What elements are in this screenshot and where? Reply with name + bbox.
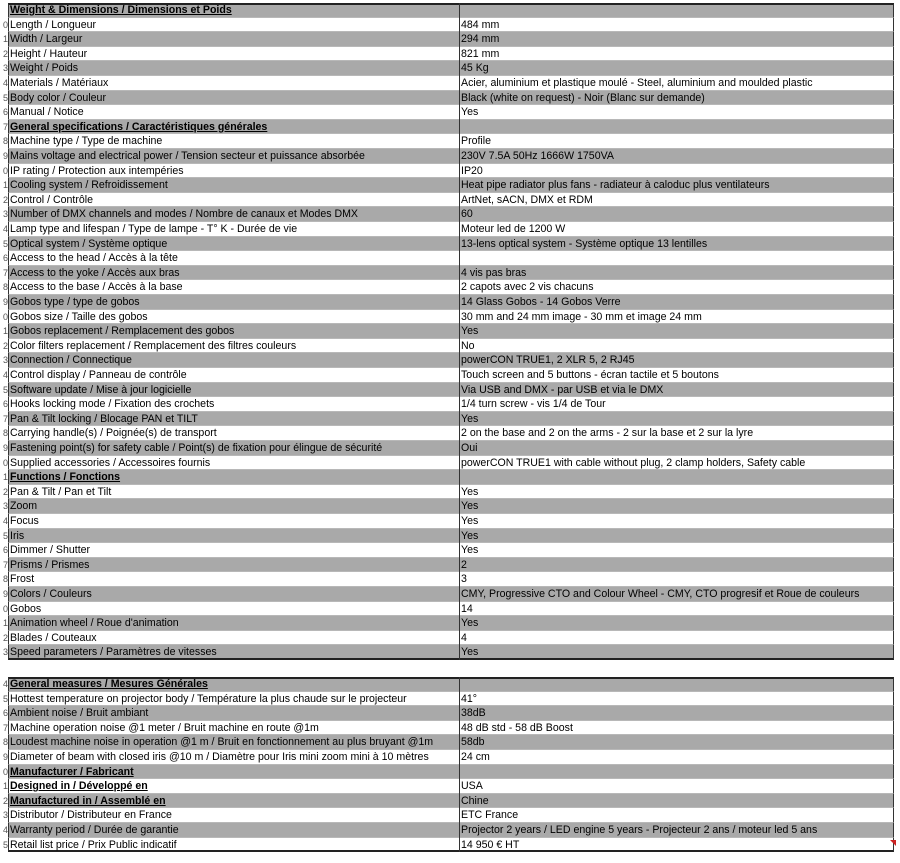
value-cell[interactable]: 38dB xyxy=(461,707,486,720)
value-cell[interactable]: 41° xyxy=(461,692,478,705)
row-number: 3 xyxy=(2,63,8,74)
column-divider xyxy=(459,677,460,692)
table-row xyxy=(0,456,900,471)
table-row xyxy=(0,441,900,456)
value-cell[interactable]: Moteur led de 1200 W xyxy=(461,223,566,235)
label-cell[interactable]: Machine type / Type de machine xyxy=(10,135,163,148)
row-number: 7 xyxy=(2,413,8,424)
section-header-row xyxy=(0,120,900,135)
section-title-cell[interactable]: General measures / Mesures Générales xyxy=(10,678,208,690)
row-number: 5 xyxy=(2,384,8,395)
value-cell[interactable]: 2 capots avec 2 vis chacuns xyxy=(461,281,594,294)
row-number: 1 xyxy=(2,326,8,337)
table-row xyxy=(0,602,900,617)
section-title-cell[interactable]: Designed in / Développé en xyxy=(10,780,148,793)
label-cell[interactable]: Iris xyxy=(10,529,25,542)
table-row xyxy=(0,412,900,427)
value-cell[interactable]: 14 xyxy=(461,602,473,615)
label-cell[interactable]: Optical system / Système optique xyxy=(10,237,168,250)
row-number: 2 xyxy=(2,48,8,59)
column-divider xyxy=(459,441,460,456)
table-row xyxy=(0,134,900,149)
row-number: 9 xyxy=(2,752,8,762)
label-cell[interactable]: Control display / Panneau de contrôle xyxy=(10,369,187,381)
column-divider xyxy=(459,779,460,794)
label-cell[interactable]: Pan & Tilt / Pan et Tilt xyxy=(10,485,112,498)
table-row xyxy=(0,823,900,838)
column-divider xyxy=(459,426,460,441)
column-divider xyxy=(459,18,460,33)
column-divider xyxy=(459,645,460,660)
table-row xyxy=(0,193,900,208)
row-number: 5 xyxy=(2,530,8,541)
value-cell[interactable]: 2 on the base and 2 on the arms - 2 sur la base et 2 sur la lyre xyxy=(461,427,754,440)
row-number: 8 xyxy=(2,574,8,585)
section-header-row xyxy=(0,3,900,18)
row-number: 6 xyxy=(2,399,8,410)
label-cell[interactable]: Supplied accessories / Accessoires fournis xyxy=(10,456,211,469)
column-divider xyxy=(459,91,460,106)
column-divider xyxy=(459,794,460,809)
value-cell[interactable]: Chine xyxy=(461,794,489,807)
label-cell[interactable]: Frost xyxy=(10,573,35,586)
value-cell[interactable]: powerCON TRUE1, 2 XLR 5, 2 RJ45 xyxy=(461,354,635,367)
row-number: 4 xyxy=(2,825,8,835)
table-row xyxy=(0,838,900,853)
value-cell[interactable]: ArtNet, sACN, DMX et RDM xyxy=(461,193,593,206)
table-row xyxy=(0,558,900,573)
label-cell[interactable]: Gobos size / Taille des gobos xyxy=(10,310,148,323)
row-number: 9 xyxy=(2,297,8,307)
label-cell[interactable]: Control / Contrôle xyxy=(10,193,94,206)
column-divider xyxy=(459,514,460,529)
table-row xyxy=(0,426,900,441)
row-number: 4 xyxy=(2,516,8,526)
row-number: 8 xyxy=(2,737,8,748)
row-number: 1 xyxy=(2,180,8,191)
value-cell[interactable]: Acier, aluminium et plastique moulé - Steel, aluminium and moulded plastic xyxy=(461,77,813,89)
value-cell[interactable] xyxy=(461,251,893,266)
value-cell[interactable]: No xyxy=(461,339,475,352)
table-row xyxy=(0,692,900,707)
table-row xyxy=(0,91,900,106)
label-cell[interactable]: Access to the base / Accès à la base xyxy=(10,281,183,294)
value-cell[interactable]: 13-lens optical system - Système optique 13 lentilles xyxy=(461,237,708,250)
label-cell[interactable]: Prisms / Prismes xyxy=(10,558,90,571)
row-number: 3 xyxy=(2,209,8,220)
table-row xyxy=(0,808,900,823)
row-number: 3 xyxy=(2,355,8,366)
label-cell[interactable]: IP rating / Protection aux intempéries xyxy=(10,164,184,177)
label-cell[interactable]: Retail list price / Prix Public indicatif xyxy=(10,838,177,851)
column-divider xyxy=(459,838,460,853)
value-cell[interactable]: Heat pipe radiator plus fans - radiateur à caloduc plus ventilateurs xyxy=(461,179,770,192)
column-divider xyxy=(459,193,460,208)
label-cell[interactable]: Animation wheel / Roue d'animation xyxy=(10,617,179,630)
value-cell[interactable]: Via USB and DMX - par USB et via le DMX xyxy=(461,383,664,396)
value-cell[interactable]: 821 mm xyxy=(461,47,500,60)
value-cell[interactable]: 4 vis pas bras xyxy=(461,266,527,279)
column-divider xyxy=(459,237,460,252)
label-cell[interactable]: Ambient noise / Bruit ambiant xyxy=(10,707,149,720)
row-number: 0 xyxy=(2,311,8,322)
value-cell[interactable]: 60 xyxy=(461,208,473,221)
table-row xyxy=(0,616,900,631)
column-divider xyxy=(459,558,460,573)
row-number: 0 xyxy=(2,766,8,777)
section-header-row xyxy=(0,779,900,794)
value-cell[interactable]: Yes xyxy=(461,412,479,425)
table-row xyxy=(0,207,900,222)
label-cell[interactable]: Machine operation noise @1 meter / Bruit machine en route @1m xyxy=(10,721,319,734)
value-cell[interactable]: Yes xyxy=(461,106,479,119)
row-number: 1 xyxy=(2,618,8,629)
value-cell[interactable] xyxy=(461,3,893,18)
table-row xyxy=(0,280,900,295)
column-divider xyxy=(459,543,460,558)
value-cell[interactable]: 484 mm xyxy=(461,18,500,31)
table-row xyxy=(0,645,900,660)
label-cell[interactable]: Software update / Mise à jour logicielle xyxy=(10,383,192,396)
label-cell[interactable]: Weight / Poids xyxy=(10,62,79,75)
column-divider xyxy=(459,3,460,18)
row-number: 5 xyxy=(2,92,8,103)
section-header-row xyxy=(0,470,900,485)
section-header-row xyxy=(0,794,900,809)
table-row xyxy=(0,237,900,252)
column-divider xyxy=(459,383,460,398)
column-divider xyxy=(459,266,460,281)
label-cell[interactable]: Dimmer / Shutter xyxy=(10,544,91,557)
row-number: 0 xyxy=(2,19,8,30)
table-row xyxy=(0,339,900,354)
column-divider xyxy=(459,602,460,617)
column-divider xyxy=(459,47,460,62)
column-divider xyxy=(459,456,460,471)
value-cell[interactable] xyxy=(461,470,893,485)
row-number: 0 xyxy=(2,457,8,468)
column-divider xyxy=(459,485,460,500)
value-cell[interactable]: Touch screen and 5 buttons - écran tactile et 5 boutons xyxy=(461,369,719,381)
label-cell[interactable]: Number of DMX channels and modes / Nombre de canaux et Modes DMX xyxy=(10,208,358,221)
column-divider xyxy=(459,721,460,736)
column-divider xyxy=(459,178,460,193)
label-cell[interactable]: Loudest machine noise in operation @1 m / Bruit en fonctionnement au plus bruyant @1m xyxy=(10,736,434,749)
table-row xyxy=(0,76,900,91)
row-number: 0 xyxy=(2,165,8,176)
column-divider xyxy=(459,808,460,823)
label-cell[interactable]: Height / Hauteur xyxy=(10,47,88,60)
row-number: 9 xyxy=(2,443,8,453)
value-cell[interactable]: 4 xyxy=(461,631,467,644)
label-cell[interactable]: Focus xyxy=(10,515,39,527)
label-cell[interactable]: Gobos xyxy=(10,602,42,615)
section-title-cell[interactable]: Manufactured in / Assemblé en xyxy=(10,794,166,807)
row-number: 4 xyxy=(2,224,8,234)
value-cell[interactable]: Yes xyxy=(461,544,479,557)
column-divider xyxy=(459,353,460,368)
label-cell[interactable]: Color filters replacement / Remplacement des filtres couleurs xyxy=(10,339,297,352)
label-cell[interactable]: Fastening point(s) for safety cable / Point(s) de fixation pour élingue de sécurité xyxy=(10,442,383,454)
row-number: 8 xyxy=(2,428,8,439)
row-number: 0 xyxy=(2,603,8,614)
section-header-row xyxy=(0,765,900,780)
value-cell[interactable]: 2 xyxy=(461,558,467,571)
section-title-cell[interactable]: General specifications / Caractéristiques générales xyxy=(10,120,268,133)
label-cell[interactable]: Body color / Couleur xyxy=(10,91,106,104)
row-number: 7 xyxy=(2,559,8,570)
column-divider xyxy=(459,324,460,339)
value-cell[interactable]: ETC France xyxy=(461,809,519,822)
table-row xyxy=(0,735,900,750)
column-divider xyxy=(459,251,460,266)
column-divider xyxy=(459,706,460,721)
column-divider xyxy=(459,280,460,295)
table-row xyxy=(0,721,900,736)
label-cell[interactable]: Cooling system / Refroidissement xyxy=(10,179,168,192)
row-number: 6 xyxy=(2,107,8,118)
table-row xyxy=(0,105,900,120)
table-row xyxy=(0,178,900,193)
value-cell[interactable]: 58db xyxy=(461,736,485,749)
column-divider xyxy=(459,207,460,222)
label-cell[interactable]: Distributor / Distributeur en France xyxy=(10,809,172,822)
table-row xyxy=(0,310,900,325)
value-cell[interactable]: 48 dB std - 58 dB Boost xyxy=(461,721,573,734)
table-row xyxy=(0,324,900,339)
value-cell[interactable]: Projector 2 years / LED engine 5 years - Projecteur 2 ans / moteur led 5 ans xyxy=(461,824,818,836)
row-number: 2 xyxy=(2,486,8,497)
label-cell[interactable]: Manual / Notice xyxy=(10,106,84,119)
row-number: 4 xyxy=(2,679,8,689)
value-cell[interactable]: 230V 7.5A 50Hz 1666W 1750VA xyxy=(461,150,614,162)
label-cell[interactable]: Connection / Connectique xyxy=(10,354,132,367)
table-row xyxy=(0,61,900,76)
row-number: 1 xyxy=(2,472,8,483)
table-row xyxy=(0,222,900,237)
value-cell[interactable]: IP20 xyxy=(461,164,483,177)
column-divider xyxy=(459,616,460,631)
table-row xyxy=(0,587,900,602)
column-divider xyxy=(459,499,460,514)
column-divider xyxy=(459,32,460,47)
column-divider xyxy=(459,765,460,780)
table-row xyxy=(0,706,900,721)
value-cell[interactable]: 3 xyxy=(461,573,467,586)
row-number: 7 xyxy=(2,722,8,733)
label-cell[interactable]: Access to the head / Accès à la tête xyxy=(10,252,178,265)
section-title-cell[interactable]: Weight & Dimensions / Dimensions et Poids xyxy=(10,4,232,16)
row-number: 3 xyxy=(2,501,8,512)
row-number: 6 xyxy=(2,708,8,719)
table-row xyxy=(0,251,900,266)
column-divider xyxy=(459,587,460,602)
row-number: 1 xyxy=(2,34,8,45)
value-cell[interactable]: 1/4 turn screw - vis 1/4 de Tour xyxy=(461,398,606,411)
value-cell[interactable]: powerCON TRUE1 with cable without plug, 2 clamp holders, Safety cable xyxy=(461,456,806,469)
value-cell[interactable]: 294 mm xyxy=(461,33,500,46)
table-row xyxy=(0,266,900,281)
column-divider xyxy=(459,105,460,120)
label-cell[interactable]: Hooks locking mode / Fixation des crochets xyxy=(10,398,215,411)
column-divider xyxy=(459,572,460,587)
value-cell[interactable]: Profile xyxy=(461,135,492,148)
value-cell[interactable]: Yes xyxy=(461,529,479,542)
column-divider xyxy=(459,412,460,427)
label-cell[interactable]: Lamp type and lifespan / Type de lampe - T° K - Durée de vie xyxy=(10,223,298,235)
table-row xyxy=(0,514,900,529)
column-divider xyxy=(459,149,460,164)
table-row xyxy=(0,631,900,646)
row-number xyxy=(0,3,8,18)
value-cell[interactable]: Yes xyxy=(461,617,479,630)
table-row xyxy=(0,18,900,33)
value-cell[interactable]: Oui xyxy=(461,442,478,454)
label-cell[interactable]: Width / Largeur xyxy=(10,33,83,46)
row-number: 5 xyxy=(2,839,8,850)
column-divider xyxy=(459,61,460,76)
table-row xyxy=(0,368,900,383)
table-row xyxy=(0,543,900,558)
value-cell[interactable]: 30 mm and 24 mm image - 30 mm et image 24 mm xyxy=(461,310,702,323)
column-divider xyxy=(459,339,460,354)
table-row xyxy=(0,32,900,47)
label-cell[interactable]: Carrying handle(s) / Poignée(s) de transport xyxy=(10,427,217,440)
row-number: 2 xyxy=(2,795,8,806)
column-divider xyxy=(459,397,460,412)
label-cell[interactable]: Mains voltage and electrical power / Tension secteur et puissance absorbée xyxy=(10,150,365,162)
label-cell[interactable]: Gobos type / type de gobos xyxy=(10,296,140,308)
column-divider xyxy=(459,134,460,149)
label-cell[interactable]: Blades / Couteaux xyxy=(10,631,97,644)
label-cell[interactable]: Warranty period / Durée de garantie xyxy=(10,824,179,836)
value-cell[interactable]: 24 cm xyxy=(461,751,490,763)
label-cell[interactable]: Gobos replacement / Remplacement des gobos xyxy=(10,325,235,338)
label-cell[interactable]: Colors / Couleurs xyxy=(10,588,92,600)
row-number: 5 xyxy=(2,693,8,704)
section-title-cell[interactable]: Manufacturer / Fabricant xyxy=(10,765,134,778)
row-number: 8 xyxy=(2,282,8,293)
label-cell[interactable]: Pan & Tilt locking / Blocage PAN et TILT xyxy=(10,412,198,425)
column-divider xyxy=(459,310,460,325)
row-number: 7 xyxy=(2,267,8,278)
label-cell[interactable]: Materials / Matériaux xyxy=(10,77,109,89)
label-cell[interactable]: Length / Longueur xyxy=(10,18,97,31)
column-divider xyxy=(459,222,460,237)
row-number: 4 xyxy=(2,78,8,88)
table-row xyxy=(0,164,900,179)
column-divider xyxy=(459,120,460,135)
column-divider xyxy=(459,470,460,485)
row-number: 6 xyxy=(2,253,8,264)
label-cell[interactable]: Zoom xyxy=(10,500,38,513)
row-number: 3 xyxy=(2,647,8,658)
value-cell[interactable]: Yes xyxy=(461,500,479,513)
table-row xyxy=(0,750,900,765)
column-divider xyxy=(459,823,460,838)
value-cell[interactable] xyxy=(461,765,893,780)
comment-marker-icon xyxy=(890,840,896,846)
table-row xyxy=(0,499,900,514)
column-divider xyxy=(459,76,460,91)
value-cell[interactable]: Yes xyxy=(461,646,479,659)
table-row xyxy=(0,485,900,500)
table-row xyxy=(0,383,900,398)
row-number: 9 xyxy=(2,589,8,599)
column-divider xyxy=(459,368,460,383)
row-number: 9 xyxy=(2,151,8,161)
value-cell[interactable]: CMY, Progressive CTO and Colour Wheel - CMY, CTO progresif et Roue de couleurs xyxy=(461,588,860,600)
label-cell[interactable]: Diameter of beam with closed iris @10 m / Diamètre pour Iris mini zoom mini à 10 mètres xyxy=(10,751,429,763)
label-cell[interactable]: Hottest temperature on projector body / Température la plus chaude sur le projecteur xyxy=(10,692,407,705)
value-cell[interactable]: Black (white on request) - Noir (Blanc sur demande) xyxy=(461,91,705,104)
value-cell[interactable]: 14 950 € HT xyxy=(461,838,520,851)
value-cell[interactable]: Yes xyxy=(461,325,479,338)
label-cell[interactable]: Access to the yoke / Accès aux bras xyxy=(10,266,180,279)
row-number: 6 xyxy=(2,545,8,556)
value-cell[interactable]: Yes xyxy=(461,515,479,527)
table-row xyxy=(0,149,900,164)
table-row xyxy=(0,47,900,62)
column-divider xyxy=(459,164,460,179)
row-number: 4 xyxy=(2,370,8,380)
column-divider xyxy=(459,692,460,707)
row-number: 5 xyxy=(2,238,8,249)
column-divider xyxy=(459,631,460,646)
row-number: 7 xyxy=(2,121,8,132)
table-row xyxy=(0,572,900,587)
table-row xyxy=(0,397,900,412)
table-row xyxy=(0,529,900,544)
value-cell[interactable] xyxy=(461,120,893,135)
section-header-row xyxy=(0,677,900,692)
column-divider xyxy=(459,735,460,750)
column-divider xyxy=(459,295,460,310)
row-number: 1 xyxy=(2,781,8,792)
column-divider xyxy=(459,529,460,544)
column-divider xyxy=(459,750,460,765)
value-cell[interactable]: USA xyxy=(461,780,483,793)
row-number: 2 xyxy=(2,340,8,351)
table-row xyxy=(0,295,900,310)
row-number: 8 xyxy=(2,136,8,147)
row-number: 2 xyxy=(2,632,8,643)
value-cell[interactable]: 14 Glass Gobos - 14 Gobos Verre xyxy=(461,296,621,308)
row-number: 3 xyxy=(2,810,8,821)
row-number: 2 xyxy=(2,194,8,205)
value-cell[interactable]: 45 Kg xyxy=(461,62,489,75)
value-cell[interactable] xyxy=(461,677,893,692)
label-cell[interactable]: Speed parameters / Paramètres de vitesses xyxy=(10,646,217,659)
table-row xyxy=(0,353,900,368)
value-cell[interactable]: Yes xyxy=(461,485,479,498)
section-title-cell[interactable]: Functions / Fonctions xyxy=(10,471,121,484)
